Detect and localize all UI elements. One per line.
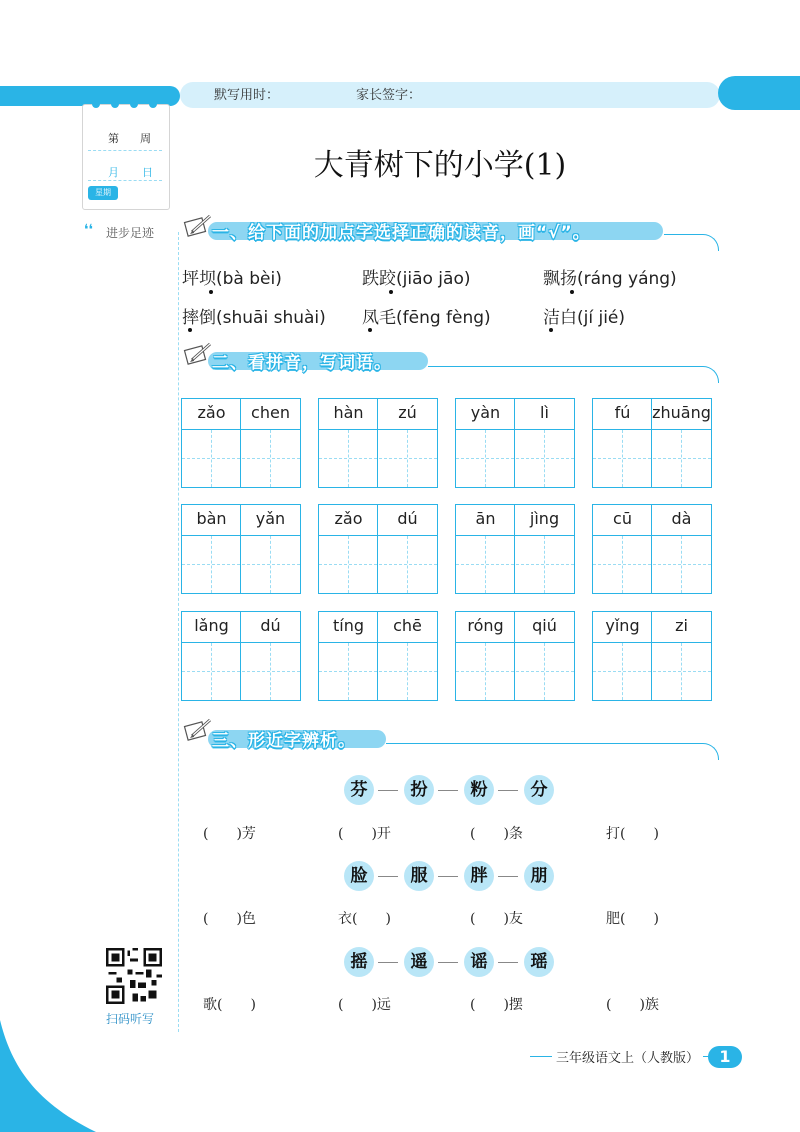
fill-blank[interactable]: 肥( ) <box>606 911 659 927</box>
qr-code[interactable] <box>106 948 162 1004</box>
word-writing-box[interactable] <box>592 611 712 701</box>
pinyin-syllable: hàn <box>333 403 364 422</box>
similar-char: 遥 <box>404 947 434 977</box>
word-writing-box[interactable] <box>592 398 712 488</box>
similar-char: 谣 <box>464 947 494 977</box>
section-rule-curve <box>688 366 719 383</box>
parent-signature-label: 家长签字： <box>356 88 422 103</box>
pinyin-syllable: yàn <box>470 403 501 422</box>
pinyin-syllable: chē <box>393 616 422 635</box>
progress-label: 进步足迹 <box>106 226 155 240</box>
card-divider <box>88 150 162 151</box>
fill-blank[interactable]: ( )远 <box>338 997 391 1013</box>
footprint-icon: ❛❛ <box>84 222 94 238</box>
emphasis-dot <box>188 328 192 332</box>
weekday-badge: 星期 <box>88 186 118 200</box>
month-label: 月 <box>108 166 119 179</box>
pinyin-syllable: ān <box>475 509 496 528</box>
char-connector <box>378 962 398 963</box>
section2-heading: 二、看拼音，写词语。 <box>212 353 392 373</box>
pinyin-syllable: dú <box>260 616 281 635</box>
emphasis-dot <box>368 328 372 332</box>
word-writing-box[interactable] <box>181 504 301 594</box>
binder-ring <box>130 100 138 108</box>
binder-ring <box>92 100 100 108</box>
fill-blank[interactable]: 歌( ) <box>203 997 256 1013</box>
pinyin-syllable: zi <box>675 616 688 635</box>
pinyin-syllable: zhuāng <box>652 403 711 422</box>
word-writing-box[interactable] <box>455 398 575 488</box>
section1-heading: 一、给下面的加点字选择正确的读音，画“√”。 <box>212 223 591 243</box>
pinyin-syllable: róng <box>467 616 504 635</box>
pinyin-syllable: fú <box>614 403 631 422</box>
margin-dashed-line <box>178 232 179 1032</box>
section-rule-curve <box>688 234 719 251</box>
fill-blank[interactable]: ( )友 <box>470 911 523 927</box>
char-connector <box>378 790 398 791</box>
similar-char: 瑶 <box>524 947 554 977</box>
fill-blank[interactable]: 打( ) <box>606 826 659 842</box>
word-writing-box[interactable] <box>318 398 438 488</box>
char-connector <box>438 876 458 877</box>
book-edition-label: 三年级语文上（人教版） <box>552 1047 703 1066</box>
similar-char: 芬 <box>344 775 374 805</box>
emphasis-dot <box>570 290 574 294</box>
char-connector <box>438 790 458 791</box>
emphasis-dot <box>209 290 213 294</box>
section-rule <box>428 366 688 367</box>
pronunciation-item: 摔倒(shuāi shuài) <box>182 308 326 328</box>
page-title: 大青树下的小学(1) <box>313 148 567 183</box>
fill-blank[interactable]: ( )开 <box>338 826 391 842</box>
section-rule <box>386 743 688 744</box>
word-writing-box[interactable] <box>181 611 301 701</box>
similar-char: 服 <box>404 861 434 891</box>
word-writing-box[interactable] <box>455 611 575 701</box>
pinyin-syllable: zǎo <box>197 403 226 422</box>
similar-char: 摇 <box>344 947 374 977</box>
corner-decoration <box>0 1020 96 1132</box>
char-connector <box>498 962 518 963</box>
char-connector <box>498 790 518 791</box>
pinyin-syllable: yǐng <box>605 616 640 635</box>
section-rule <box>664 234 688 235</box>
char-connector <box>498 876 518 877</box>
fill-blank[interactable]: ( )条 <box>470 826 523 842</box>
section3-heading: 三、形近字辨析。 <box>212 731 356 751</box>
pinyin-syllable: bàn <box>196 509 227 528</box>
pinyin-syllable: jìng <box>529 509 560 528</box>
fill-blank[interactable]: ( )摆 <box>470 997 523 1013</box>
binder-ring <box>149 100 157 108</box>
pinyin-syllable: cū <box>613 509 632 528</box>
pronunciation-item: 凤毛(fēng fèng) <box>362 308 491 328</box>
pinyin-syllable: tíng <box>332 616 364 635</box>
header-band-right <box>718 76 800 110</box>
day-label: 日 <box>142 166 153 179</box>
card-divider <box>88 180 162 181</box>
similar-char: 胖 <box>464 861 494 891</box>
word-writing-box[interactable] <box>318 611 438 701</box>
qr-label: 扫码听写 <box>106 1012 155 1026</box>
pinyin-syllable: qiú <box>532 616 557 635</box>
fill-blank[interactable]: 衣( ) <box>338 911 391 927</box>
fill-blank[interactable]: ( )色 <box>203 911 256 927</box>
similar-char: 朋 <box>524 861 554 891</box>
pinyin-syllable: yǎn <box>255 509 286 528</box>
pronunciation-item: 坪坝(bà bèi) <box>182 269 282 289</box>
word-writing-box[interactable] <box>455 504 575 594</box>
pinyin-syllable: zú <box>398 403 417 422</box>
word-writing-box[interactable] <box>592 504 712 594</box>
binder-ring <box>111 100 119 108</box>
char-connector <box>438 962 458 963</box>
pinyin-syllable: dú <box>397 509 418 528</box>
week-suffix: 周 <box>140 132 151 145</box>
pronunciation-item: 飘扬(ráng yáng) <box>543 269 677 289</box>
pronunciation-item: 跌跤(jiāo jāo) <box>362 269 471 289</box>
emphasis-dot <box>389 290 393 294</box>
char-connector <box>378 876 398 877</box>
similar-char: 粉 <box>464 775 494 805</box>
pinyin-syllable: chen <box>251 403 290 422</box>
dictation-time-label: 默写用时： <box>214 88 280 103</box>
section-rule-curve <box>688 743 719 760</box>
similar-char: 分 <box>524 775 554 805</box>
fill-blank[interactable]: ( )族 <box>606 997 659 1013</box>
week-prefix: 第 <box>108 132 119 145</box>
pinyin-syllable: dà <box>671 509 692 528</box>
emphasis-dot <box>549 328 553 332</box>
pinyin-syllable: lì <box>540 403 549 422</box>
pinyin-syllable: lǎng <box>194 616 229 635</box>
fill-blank[interactable]: ( )芳 <box>203 826 256 842</box>
similar-char: 脸 <box>344 861 374 891</box>
word-writing-box[interactable] <box>318 504 438 594</box>
similar-char: 扮 <box>404 775 434 805</box>
pronunciation-item: 洁白(jí jié) <box>543 308 626 328</box>
pinyin-syllable: zǎo <box>334 509 363 528</box>
page-number: 1 <box>708 1046 742 1068</box>
word-writing-box[interactable] <box>181 398 301 488</box>
